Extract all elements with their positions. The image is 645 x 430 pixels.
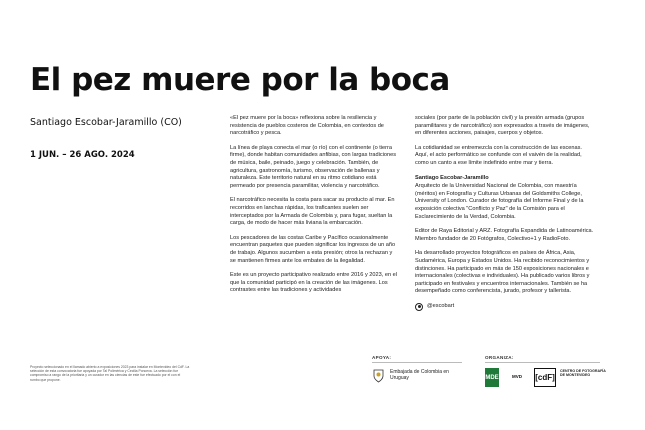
exhibition-title: El pez muere por la boca: [30, 62, 450, 98]
artist-name: Santiago Escobar-Jaramillo (CO): [30, 117, 182, 128]
paragraph: «El pez muere por la boca» reflexiona sobre la resiliencia y resistencia de pueblos costeros de Colombia, en contextos de narcotráfico y pesca.: [230, 115, 384, 137]
bio-paragraph: Arquitecto de la Universidad Nacional de Colombia, con maestría (méritos) en Fotografía y Culturas Urbanas del Goldsmiths College, University of London. Curador de fotografía del Informe Final y de la exposición colectiva "Conflicto y Paz" de la Comisión para el Esclarecimiento de la Verdad, Colombia.: [415, 183, 584, 220]
paragraph: El narcotráfico necesita la costa para sacar su producto al mar. En recorridos en lanchas rápidas, los traficantes suelen ser interceptados por la Armada de Colombia y, para fugar, sueltan la carga, de modo de hacer más liviana la embarcación.: [230, 197, 395, 227]
exhibition-dates: 1 JUN. – 26 AGO. 2024: [30, 150, 135, 160]
paragraph: La cotidianidad se entremezcla con la construcción de las escenas. Aquí, el acto performático se confunde con el vaivén de la realidad, como un canto a ese límite indefinido entre mar y tierra.: [415, 144, 582, 166]
divider: [485, 362, 600, 363]
paragraph: Los pescadores de las costas Caribe y Pacífico ocasionalmente encuentran paquetes que pueden significar los ingresos de un año de trabajo. Algunos sucumben a esta presión; otros la rechazan y se mantienen firmes ante los embates de la ilegalidad.: [230, 234, 396, 264]
mde-logo: MDE: [485, 368, 499, 387]
bio-name: Santiago Escobar-Jaramillo: [415, 174, 489, 181]
paragraph: La línea de playa conecta el mar (o río) con el continente (o tierra firme), donde habitan comunidades anfibias, con largas tradiciones de música, baile, peinado, juego y celebración. También, de agricultura, gastronomía, turismo, observación de ballenas y naturaleza. Este territorio natural en su ritmo cotidiano está permeado por presencia paramilitar, violencia y narcotráfico.: [230, 144, 397, 189]
instagram-link[interactable]: [415, 303, 595, 311]
footer-credit: Proyecto seleccionado en el llamado abierto a exposiciones 2023 para instalar en Montevideo del CdF. La selección de esta convocatoria fue apoyada por Tal Polimérica y Cecilia Ponceva. La selección fue compromiso a rango de la prioritaria y un curador en las ciencias de este fue efectuado por el con el rumbo que propone.: [30, 365, 190, 382]
paragraph: sociales (por parte de la población civil) y la presión armada (grupos paramilitares y de narcotráfico) son expresados a través de imágenes, en diferentes acciones, paisajes, cuerpos y objetos.: [415, 115, 590, 137]
cdf-logo: [cdF]: [534, 368, 556, 387]
divider: [372, 362, 462, 363]
bio-paragraph: Ha desarrollado proyectos fotográficos en países de África, Asia, Sudamérica, Europa y Estados Unidos. Ha recibido reconocimientos y distinciones. Ha participado en más de 150 exposiciones nacionales e internacionales (colectivas e individuales). Ha publicado varios libros y participado en festivales y encuentros internacionales. También se ha desempeñado como conferencista, jurado, profesor y tallerista.: [415, 250, 590, 295]
coat-of-arms-icon: [372, 368, 385, 383]
text-column-2: [415, 115, 595, 311]
montevideo-logo: MVD: [512, 374, 522, 380]
embassy-name: Embajada de Colombia en Uruguay: [390, 369, 449, 381]
apoya-label: APOYA:: [372, 355, 392, 360]
social-handle: @escobart: [427, 303, 455, 310]
bio-paragraph: Editor de Raya Editorial y ARZ. Fotografía Expandida de Latinoamérica. Miembro fundador de 20 Fotógrafos, Colectivo+1 y RadioFoto.: [415, 228, 594, 242]
paragraph: Este es un proyecto participativo realizado entre 2016 y 2023, en el que la comunidad participó en la creación de las imágenes. Los contrastes entre las tradiciones y actividades: [230, 272, 397, 294]
organiza-label: ORGANIZA:: [485, 355, 514, 360]
instagram-icon: [415, 303, 423, 311]
cdf-name: CENTRO DE FOTOGRAFÍA DE MONTEVIDEO: [560, 369, 606, 378]
text-column-1: [230, 115, 398, 302]
